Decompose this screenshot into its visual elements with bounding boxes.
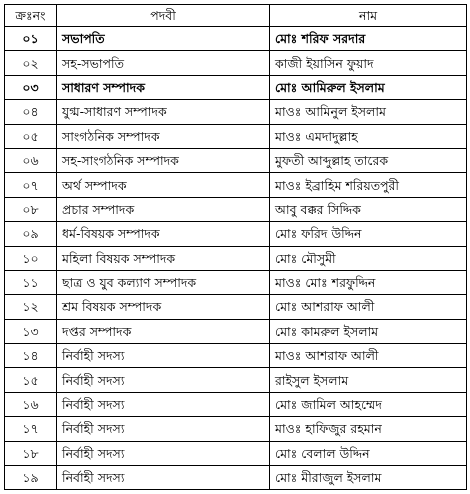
name-cell: মাওঃ আমিনুল ইসলাম (270, 100, 467, 124)
table-body (5, 27, 467, 490)
table-row (5, 197, 467, 221)
table-row (5, 417, 467, 441)
serial-cell: ০২ (5, 51, 57, 75)
table-row (5, 51, 467, 75)
table-row (5, 466, 467, 490)
name-cell: মোঃ ফরিদ উদ্দিন (270, 222, 467, 246)
serial-cell: ০১ (5, 27, 57, 51)
post-cell: দপ্তর সম্পাদক (57, 319, 270, 343)
table-row (5, 222, 467, 246)
table-row (5, 319, 467, 343)
serial-cell: ০৯ (5, 222, 57, 246)
table-row (5, 392, 467, 416)
name-cell: মাওঃ হাফিজুর রহমান (270, 417, 467, 441)
header-post: পদবী (57, 5, 270, 27)
post-cell: সহ-সভাপতি (57, 51, 270, 75)
name-cell: মোঃ মৌসুমী (270, 246, 467, 270)
table-row (5, 344, 467, 368)
name-cell: মোঃ জামিল আহম্মেদ (270, 392, 467, 416)
serial-cell: ১৭ (5, 417, 57, 441)
name-cell: কাজী ইয়াসিন ফুয়াদ (270, 51, 467, 75)
post-cell: নির্বাহী সদস্য (57, 392, 270, 416)
table-row (5, 295, 467, 319)
committee-sheet (4, 4, 466, 490)
post-cell: সহ-সাংগঠনিক সম্পাদক (57, 148, 270, 172)
post-cell: ধর্ম-বিষয়ক সম্পাদক (57, 222, 270, 246)
name-cell: মাওঃ ইব্রাহিম শরিয়তপুরী (270, 173, 467, 197)
post-cell: ছাত্র ও যুব কল্যাণ সম্পাদক (57, 270, 270, 294)
table-row (5, 75, 467, 99)
header-row (5, 5, 467, 27)
serial-cell: ১৯ (5, 466, 57, 490)
serial-cell: ১৬ (5, 392, 57, 416)
name-cell: মোঃ শরিফ সরদার (270, 27, 467, 51)
name-cell: মাওঃ মোঃ শরফুদ্দিন (270, 270, 467, 294)
serial-cell: ০৪ (5, 100, 57, 124)
post-cell: নির্বাহী সদস্য (57, 417, 270, 441)
post-cell: প্রচার সম্পাদক (57, 197, 270, 221)
serial-cell: ১০ (5, 246, 57, 270)
post-cell: সভাপতি (57, 27, 270, 51)
table-row (5, 173, 467, 197)
serial-cell: ১৮ (5, 441, 57, 465)
post-cell: নির্বাহী সদস্য (57, 441, 270, 465)
serial-cell: ০৭ (5, 173, 57, 197)
post-cell: সাংগঠনিক সম্পাদক (57, 124, 270, 148)
name-cell: মোঃ মীরাজুল ইসলাম (270, 466, 467, 490)
table-header (5, 5, 467, 27)
name-cell: মাওঃ আশরাফ আলী (270, 344, 467, 368)
table-row (5, 124, 467, 148)
post-cell: সাধারণ সম্পাদক (57, 75, 270, 99)
post-cell: নির্বাহী সদস্য (57, 466, 270, 490)
table-row (5, 148, 467, 172)
name-cell: আবু বক্কর সিদ্দিক (270, 197, 467, 221)
serial-cell: ১২ (5, 295, 57, 319)
name-cell: মোঃ বেলাল উদ্দিন (270, 441, 467, 465)
serial-cell: ০৩ (5, 75, 57, 99)
name-cell: মোঃ আমিরুল ইসলাম (270, 75, 467, 99)
name-cell: মুফতী আব্দুল্লাহ তারেক (270, 148, 467, 172)
serial-cell: ১৪ (5, 344, 57, 368)
table-row (5, 246, 467, 270)
serial-cell: ১৫ (5, 368, 57, 392)
post-cell: মহিলা বিষয়ক সম্পাদক (57, 246, 270, 270)
name-cell: মাওঃ এমদাদুল্লাহ (270, 124, 467, 148)
header-serial: ক্রঃনং (5, 5, 57, 27)
post-cell: শ্রম বিষয়ক সম্পাদক (57, 295, 270, 319)
name-cell: রাইসুল ইসলাম (270, 368, 467, 392)
table-row (5, 441, 467, 465)
table-row (5, 27, 467, 51)
name-cell: মোঃ আশরাফ আলী (270, 295, 467, 319)
post-cell: যুগ্ম-সাধারণ সম্পাদক (57, 100, 270, 124)
committee-table (4, 4, 467, 490)
serial-cell: ১১ (5, 270, 57, 294)
post-cell: নির্বাহী সদস্য (57, 344, 270, 368)
post-cell: অর্থ সম্পাদক (57, 173, 270, 197)
post-cell: নির্বাহী সদস্য (57, 368, 270, 392)
table-row (5, 100, 467, 124)
table-row (5, 270, 467, 294)
serial-cell: ১৩ (5, 319, 57, 343)
serial-cell: ০৫ (5, 124, 57, 148)
table-row (5, 368, 467, 392)
serial-cell: ০৮ (5, 197, 57, 221)
header-name: নাম (270, 5, 467, 27)
name-cell: মোঃ কামরুল ইসলাম (270, 319, 467, 343)
serial-cell: ০৬ (5, 148, 57, 172)
